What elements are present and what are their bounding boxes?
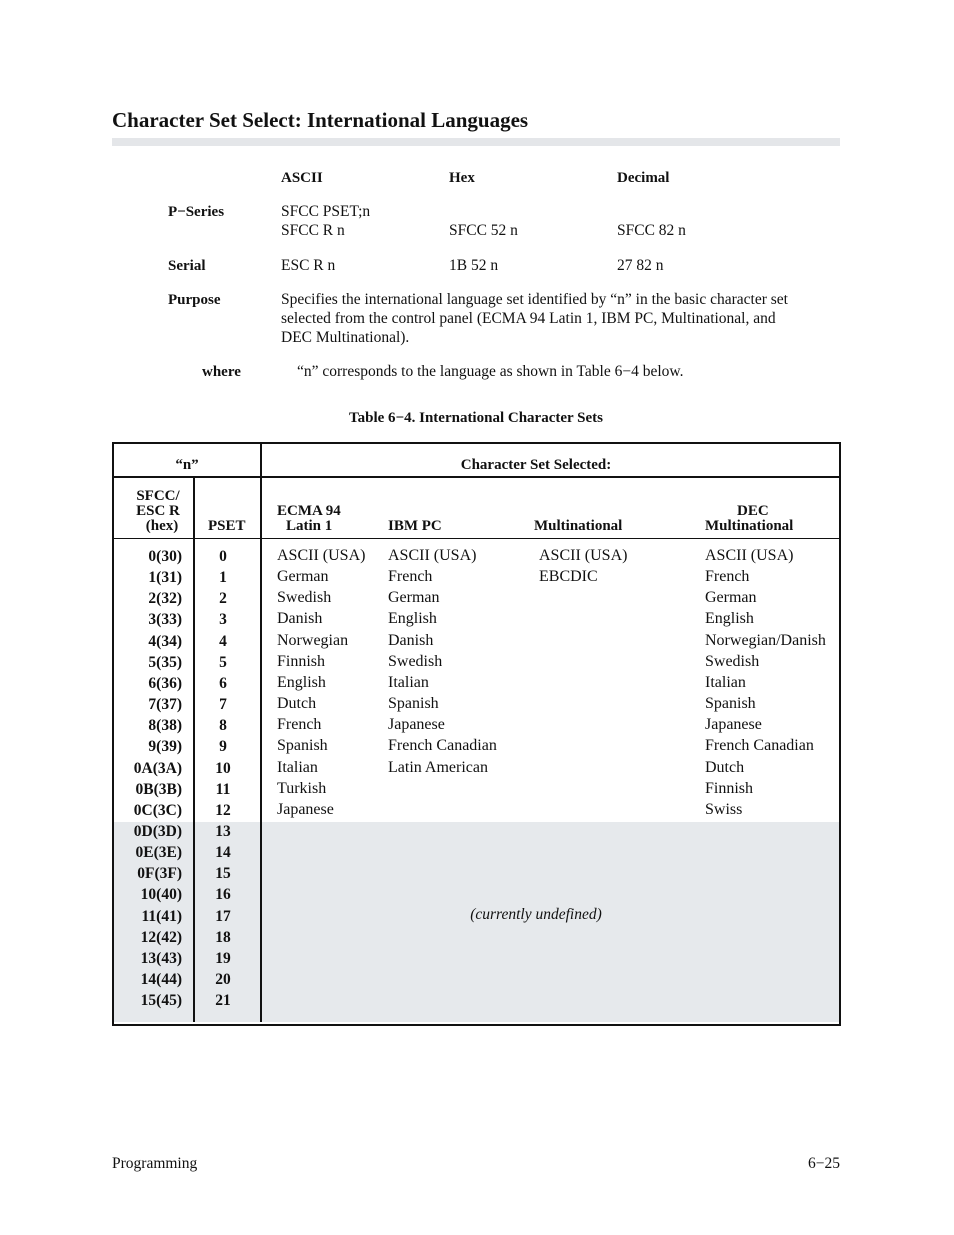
row-ibm-value: Swedish <box>388 653 443 670</box>
table-caption: Table 6−4. International Character Sets <box>349 410 603 426</box>
hex-col-header-2: ESC R <box>136 503 180 519</box>
row-multi-value: ASCII (USA) <box>539 547 628 564</box>
row-pset-value: 6 <box>219 675 227 692</box>
row-dec-value: Norwegian/Danish <box>705 632 826 649</box>
table-divider-pset <box>193 477 195 1022</box>
ecma-col-header-1: ECMA 94 <box>277 503 341 519</box>
page-title: Character Set Select: International Languages <box>112 108 529 132</box>
row-ecma-value: Japanese <box>277 801 334 818</box>
character-set-selected-header: Character Set Selected: <box>460 457 612 473</box>
row-pset-value: 11 <box>215 781 231 798</box>
row-ibm-value: Danish <box>388 632 434 649</box>
p-series-ascii-1: SFCC PSET;n <box>281 203 371 220</box>
undefined-label: (currently undefined) <box>470 906 602 923</box>
p-series-label: P−Series <box>168 204 225 220</box>
row-pset-value: 10 <box>215 760 231 777</box>
row-pset-value: 17 <box>215 908 231 925</box>
serial-hex: 1B 52 n <box>449 257 499 274</box>
row-ecma-value: Turkish <box>277 780 327 797</box>
purpose-label: Purpose <box>168 292 221 308</box>
row-pset-value: 4 <box>219 633 227 650</box>
row-ibm-value: French Canadian <box>388 737 497 754</box>
row-ibm-value: Japanese <box>388 716 445 733</box>
row-hex-value: 13(43) <box>140 950 182 967</box>
row-hex-value: 9(39) <box>148 738 182 755</box>
row-ibm-value: German <box>388 589 440 606</box>
row-hex-value: 10(40) <box>140 886 182 903</box>
row-pset-value: 18 <box>215 929 231 946</box>
row-ecma-value: French <box>277 716 322 733</box>
serial-decimal: 27 82 n <box>617 257 664 274</box>
row-hex-value: 8(38) <box>148 717 182 734</box>
row-pset-value: 7 <box>219 696 227 713</box>
decimal-header: Decimal <box>617 170 670 186</box>
row-multi-value: EBCDIC <box>539 568 598 585</box>
dec-col-header-1: DEC <box>737 503 769 519</box>
table-rule-header <box>114 538 839 539</box>
row-ecma-value: German <box>277 568 329 585</box>
row-pset-value: 15 <box>215 865 231 882</box>
row-ibm-value: French <box>388 568 433 585</box>
hex-col-header-3: (hex) <box>145 518 179 534</box>
row-dec-value: French <box>705 568 750 585</box>
row-hex-value: 7(37) <box>148 696 182 713</box>
table-divider-main <box>260 444 262 1022</box>
row-dec-value: Japanese <box>705 716 762 733</box>
row-pset-value: 14 <box>215 844 231 861</box>
row-hex-value: 0C(3C) <box>133 802 182 819</box>
table-rule-top <box>114 476 839 478</box>
row-dec-value: ASCII (USA) <box>705 547 794 564</box>
row-ecma-value: Italian <box>277 759 318 776</box>
row-hex-value: 3(33) <box>148 611 182 628</box>
row-dec-value: French Canadian <box>705 737 814 754</box>
where-label: where <box>202 364 241 380</box>
row-ecma-value: English <box>277 674 326 691</box>
row-pset-value: 9 <box>219 738 227 755</box>
row-hex-value: 2(32) <box>148 590 182 607</box>
row-hex-value: 0A(3A) <box>133 760 182 777</box>
purpose-text: Specifies the international language set identified by “n” in the basic character set selected from the control panel (ECMA 94 Latin 1, IBM PC, Multinational, and DEC Multinational). <box>281 291 788 346</box>
row-ibm-value: Latin American <box>388 759 488 776</box>
row-ibm-value: Spanish <box>388 695 439 712</box>
row-dec-value: German <box>705 589 757 606</box>
row-dec-value: Finnish <box>705 780 754 797</box>
ibm-col-header: IBM PC <box>388 518 442 534</box>
row-hex-value: 0D(3D) <box>133 823 182 840</box>
footer-section: Programming <box>112 1155 198 1172</box>
multinational-col-header: Multinational <box>534 518 623 534</box>
row-pset-value: 0 <box>219 548 227 565</box>
row-hex-value: 0(30) <box>148 548 182 565</box>
ascii-header: ASCII <box>281 170 323 186</box>
row-dec-value: English <box>705 610 754 627</box>
p-series-decimal: SFCC 82 n <box>617 222 686 239</box>
row-hex-value: 1(31) <box>148 569 182 586</box>
row-pset-value: 3 <box>219 611 227 628</box>
row-hex-value: 0F(3F) <box>137 865 182 882</box>
row-ecma-value: Swedish <box>277 589 332 606</box>
dec-col-header-2: Multinational <box>705 518 794 534</box>
row-hex-value: 14(44) <box>140 971 182 988</box>
row-dec-value: Italian <box>705 674 746 691</box>
row-pset-value: 19 <box>215 950 231 967</box>
row-pset-value: 2 <box>219 590 227 607</box>
where-text: “n” corresponds to the language as shown in Table 6−4 below. <box>297 363 684 380</box>
row-hex-value: 0B(3B) <box>135 781 182 798</box>
n-header: “n” <box>175 457 199 473</box>
row-dec-value: Dutch <box>705 759 745 776</box>
row-ecma-value: Spanish <box>277 737 328 754</box>
p-series-hex: SFCC 52 n <box>449 222 518 239</box>
row-pset-value: 20 <box>215 971 231 988</box>
row-dec-value: Swiss <box>705 801 743 818</box>
row-ecma-value: Finnish <box>277 653 326 670</box>
ecma-col-header-2: Latin 1 <box>286 518 333 534</box>
row-hex-value: 15(45) <box>140 992 182 1009</box>
row-hex-value: 6(36) <box>148 675 182 692</box>
title-rule <box>112 138 840 146</box>
row-pset-value: 13 <box>215 823 231 840</box>
row-pset-value: 16 <box>215 886 231 903</box>
serial-ascii: ESC R n <box>281 257 336 274</box>
row-ecma-value: ASCII (USA) <box>277 547 366 564</box>
hex-col-header-1: SFCC/ <box>136 488 180 504</box>
p-series-ascii-2: SFCC R n <box>281 222 345 239</box>
row-ecma-value: Dutch <box>277 695 317 712</box>
row-pset-value: 12 <box>215 802 231 819</box>
row-hex-value: 0E(3E) <box>135 844 182 861</box>
row-dec-value: Swedish <box>705 653 760 670</box>
row-ecma-value: Danish <box>277 610 323 627</box>
row-dec-value: Spanish <box>705 695 756 712</box>
row-ibm-value: English <box>388 610 437 627</box>
page-number: 6−25 <box>808 1155 840 1172</box>
row-pset-value: 1 <box>219 569 227 586</box>
row-pset-value: 21 <box>215 992 231 1009</box>
serial-label: Serial <box>168 258 206 274</box>
row-hex-value: 12(42) <box>140 929 182 946</box>
row-ibm-value: ASCII (USA) <box>388 547 477 564</box>
row-hex-value: 5(35) <box>148 654 182 671</box>
row-pset-value: 5 <box>219 654 227 671</box>
row-pset-value: 8 <box>219 717 227 734</box>
row-hex-value: 4(34) <box>148 633 182 650</box>
row-ecma-value: Norwegian <box>277 632 349 649</box>
row-ibm-value: Italian <box>388 674 429 691</box>
row-hex-value: 11(41) <box>141 908 182 925</box>
pset-col-header: PSET <box>208 518 246 534</box>
hex-header: Hex <box>449 170 475 186</box>
